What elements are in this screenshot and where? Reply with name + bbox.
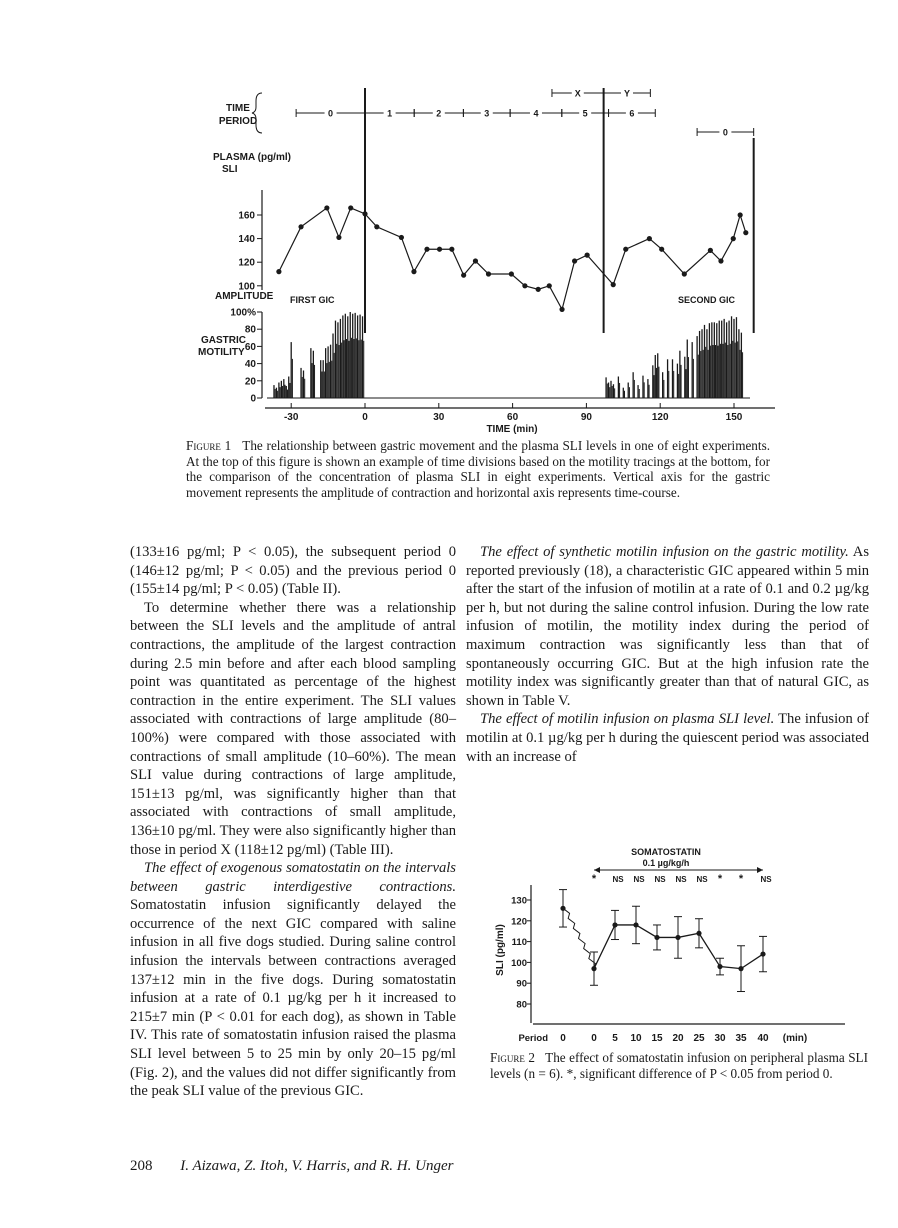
- sli-point: [374, 224, 379, 229]
- data-point: [654, 935, 659, 940]
- x-tick-label: 150: [725, 412, 743, 423]
- sli-ylabel-2: SLI: [222, 164, 238, 175]
- y-tick-label: 100: [511, 957, 527, 969]
- y-tick-label: 130: [511, 895, 527, 907]
- period-label: Period: [518, 1033, 548, 1044]
- unit-label: (min): [782, 1033, 808, 1044]
- data-point: [612, 922, 617, 927]
- washout-zigzag: [563, 908, 595, 968]
- sli-point: [738, 212, 743, 217]
- figure-1-caption-text: The relationship between gastric movement and the plasma SLI levels in one of eight experiments. At the top of this figure is shown an example of time divisions based on the motility tracings at the bottom, for the comparison of the concentration of plasma SLI in eight experiments. Vertical axis for the gastric movement represents the amplitude of contraction and horizontal axis represents time-course.: [186, 438, 770, 500]
- paragraph-text: The infusion of motilin at 0.1 µg/kg per h during the quiescent period was associated with an increase of: [466, 711, 869, 765]
- sli-point: [743, 230, 748, 235]
- x-tick-label: 0: [362, 412, 368, 423]
- x-tick-label: 30: [714, 1033, 726, 1044]
- infusion-dose: 0.1 µg/kg/h: [642, 858, 690, 868]
- sli-point: [536, 287, 541, 292]
- paragraph: [466, 543, 869, 710]
- data-point: [717, 964, 722, 969]
- data-point: [738, 966, 743, 971]
- paragraph: (133±16 pg/ml; P < 0.05), the subsequent period 0 (146±12 pg/ml; P < 0.05) and the previous period 0 (155±14 pg/ml; P < 0.05) (Table II).: [130, 544, 456, 598]
- period-label: 1: [387, 108, 393, 119]
- x-tick-label: 30: [433, 412, 445, 423]
- x-tick-label: 25: [693, 1033, 705, 1044]
- x-axis-label: TIME (min): [486, 424, 538, 435]
- sli-point: [623, 247, 628, 252]
- sli-point: [682, 271, 687, 276]
- motility-ytick-label: 80: [244, 324, 256, 336]
- x-tick-label: 60: [507, 412, 519, 423]
- significance-label: NS: [675, 875, 687, 884]
- sli-point: [449, 247, 454, 252]
- sli-point: [708, 248, 713, 253]
- x-tick-label: 5: [612, 1033, 618, 1044]
- sli-point: [509, 271, 514, 276]
- sli-point: [547, 283, 552, 288]
- significance-label: NS: [760, 875, 772, 884]
- sli-ytick-label: 100: [238, 281, 255, 293]
- authors: I. Aizawa, Z. Itoh, V. Harris, and R. H. Unger: [180, 1158, 454, 1174]
- motility-label-2: MOTILITY: [198, 347, 245, 358]
- significance-label: NS: [696, 875, 708, 884]
- sli-point: [522, 283, 527, 288]
- data-point: [560, 906, 565, 911]
- sli-point: [399, 235, 404, 240]
- period-label: 4: [533, 108, 539, 119]
- x-tick-label: 90: [580, 412, 592, 423]
- data-point: [760, 951, 765, 956]
- motility-ytick-label: 40: [244, 359, 256, 371]
- significance-label: NS: [633, 875, 645, 884]
- significance-label: *: [591, 873, 597, 885]
- significance-label: *: [738, 873, 744, 885]
- sli-point: [718, 258, 723, 263]
- sli-point: [411, 269, 416, 274]
- sli-ytick-label: 120: [238, 257, 255, 269]
- significance-label: NS: [612, 875, 624, 884]
- sli-point: [486, 271, 491, 276]
- sli-point: [424, 247, 429, 252]
- sli-point: [336, 235, 341, 240]
- second-gic-label: SECOND GIC: [678, 295, 736, 305]
- period-label: Y: [623, 88, 630, 99]
- paragraph: [466, 710, 869, 766]
- paragraph: [130, 859, 456, 1101]
- page-footer: [130, 1158, 453, 1175]
- paragraph: To determine whether there was a relationship between the SLI levels and the amplitude of antral contractions, the amplitude of the largest contraction during 2.5 min before and after each blood sampling point was quantitated as percentage of the highest contraction in the entire experiment. The SLI values associated with contractions of large amplitude (80–100%) were compared with those associated with contractions of small amplitude (10–60%). The mean SLI value during contractions of large amplitude, 151±13 pg/ml, was significantly higher than that associated with contractions of small amplitude, 136±10 pg/ml. They were also significantly higher than those in period X (118±12 pg/ml) (Table III).: [130, 599, 456, 858]
- figure-1-caption: [186, 438, 770, 500]
- sli-point: [437, 247, 442, 252]
- period-label: 6: [629, 108, 635, 119]
- x-tick-label: 120: [651, 412, 669, 423]
- figure-2: [466, 835, 886, 1045]
- period-label: 5: [582, 108, 588, 119]
- significance-label: *: [717, 873, 723, 885]
- x-tick-label: 40: [757, 1033, 769, 1044]
- motility-label: GASTRIC: [201, 335, 246, 346]
- y-axis-label: SLI (pg/ml): [495, 924, 506, 976]
- first-gic-label: FIRST GIC: [290, 295, 335, 305]
- sli-point: [559, 307, 564, 312]
- period-label: X: [574, 88, 581, 99]
- paragraph-text: Somatostatin infusion significantly delayed the occurrence of the next GIC compared with saline infusion in all five dogs studied. During saline control infusion the intervals between contractions averaged 137±12 min in the five dogs. During somatostatin infusion at a rate of 0.1 µg/kg per h it increased to 215±7 min (P < 0.01 for each dog), as shown in Table IV. This rate of somatostatin infusion raised the plasma SLI level between 5 to 25 min by only 20–15 pg/ml (Fig. 2), and the values did not differ significantly from the peak SLI value of the previous GIC.: [130, 897, 456, 1100]
- sli-ylabel: PLASMA (pg/ml): [213, 152, 291, 163]
- motility-ytick-label: 100%: [230, 307, 256, 319]
- motility-ytick-label: 0: [250, 393, 256, 405]
- y-tick-label: 90: [516, 978, 527, 990]
- data-point: [696, 931, 701, 936]
- y-tick-label: 120: [511, 916, 527, 928]
- sli-point: [348, 205, 353, 210]
- x-tick-label: -30: [283, 412, 299, 423]
- paragraph-text: As reported previously (18), a characteristic GIC appeared within 5 min after the start of the infusion of motilin at a rate of 0.1 and 0.2 µg/kg per h, but not during the saline control infusion. During the low rate infusion of motilin, the motility index during the period of maximum contraction was significantly less than that of spontaneously occurring GIC. But at the high infusion rate the motility index was significantly greater than that of natural GIC, as shown in Table V.: [466, 544, 869, 709]
- sli-point: [461, 273, 466, 278]
- brace-icon: [252, 93, 262, 133]
- sli-point: [362, 211, 367, 216]
- figure-1: [0, 0, 898, 440]
- sli-point: [585, 253, 590, 258]
- section-heading: The effect of synthetic motilin infusion on the gastric motility.: [480, 544, 849, 560]
- sli-line: [279, 208, 746, 309]
- sli-point: [298, 224, 303, 229]
- section-heading: The effect of exogenous somatostatin on the intervals between gastric interdigestive contractions.: [130, 860, 456, 895]
- amplitude-label: AMPLITUDE: [215, 291, 274, 302]
- sli-ytick-label: 160: [238, 210, 255, 222]
- sli-ytick-label: 140: [238, 234, 255, 246]
- motility-ytick-label: 60: [244, 341, 256, 353]
- sli-point: [276, 269, 281, 274]
- y-tick-label: 80: [516, 999, 527, 1011]
- period-label: 0: [722, 127, 728, 138]
- time-label: TIME: [226, 103, 250, 114]
- sli-point: [572, 258, 577, 263]
- left-column: [130, 543, 456, 1101]
- sli-point: [473, 258, 478, 263]
- figure-1-label: Figure 1: [186, 438, 232, 453]
- sli-point: [611, 282, 616, 287]
- data-point: [591, 966, 596, 971]
- period-label: 2: [436, 108, 442, 119]
- section-heading: The effect of motilin infusion on plasma SLI level.: [480, 711, 775, 728]
- figure-2-label: Figure 2: [490, 1050, 535, 1065]
- x-axis-label: [636, 1044, 681, 1045]
- x-tick-label: 0: [560, 1033, 566, 1044]
- y-tick-label: 110: [511, 937, 527, 949]
- period-label: 3: [484, 108, 490, 119]
- x-tick-label: 10: [630, 1033, 642, 1044]
- page-number: 208: [130, 1158, 153, 1174]
- x-tick-label: 15: [651, 1033, 663, 1044]
- data-point: [633, 922, 638, 927]
- data-point: [675, 935, 680, 940]
- x-tick-label: 0: [591, 1033, 597, 1044]
- right-column: [466, 543, 869, 766]
- x-tick-label: 20: [672, 1033, 684, 1044]
- period-label: PERIOD: [218, 116, 258, 127]
- sli-point: [731, 236, 736, 241]
- motility-ytick-label: 20: [244, 376, 256, 388]
- figure-2-caption: [490, 1050, 868, 1081]
- sli-point: [659, 247, 664, 252]
- infusion-label: SOMATOSTATIN: [631, 847, 701, 857]
- period-label: 0: [328, 108, 334, 119]
- sli-point: [647, 236, 652, 241]
- sli-point: [324, 205, 329, 210]
- significance-label: NS: [654, 875, 666, 884]
- x-tick-label: 35: [735, 1033, 747, 1044]
- figure-2-caption-text: The effect of somatostatin infusion on peripheral plasma SLI levels (n = 6). *, significant difference of P < 0.05 from period 0.: [490, 1050, 868, 1081]
